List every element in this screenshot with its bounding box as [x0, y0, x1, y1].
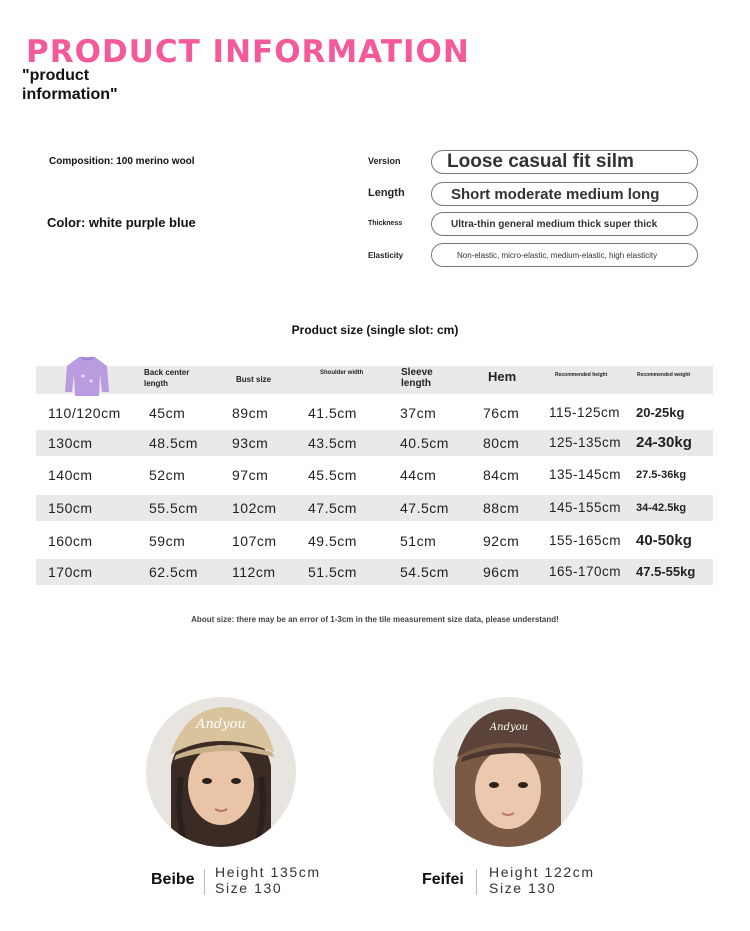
- table-cell: 59cm: [149, 533, 186, 549]
- version-label: Version: [368, 156, 401, 166]
- table-row: [36, 430, 713, 456]
- thickness-label: Thickness: [368, 220, 403, 227]
- table-cell: 80cm: [483, 435, 520, 451]
- header-sleeve-length: Sleeve length: [401, 367, 433, 389]
- length-options: Short moderate medium long: [431, 182, 698, 206]
- table-cell: 145-155cm: [549, 500, 622, 515]
- table-row: [36, 495, 713, 521]
- table-cell: 112cm: [232, 564, 276, 580]
- table-cell: 47.5cm: [308, 500, 357, 516]
- page-subtitle: "product information": [22, 67, 118, 103]
- table-cell: 96cm: [483, 564, 520, 580]
- table-cell: 43.5cm: [308, 435, 357, 451]
- cap-text: Andyou: [489, 722, 529, 733]
- table-cell: 102cm: [232, 500, 277, 516]
- table-cell: 44cm: [400, 467, 437, 483]
- table-cell: 93cm: [232, 435, 269, 451]
- table-cell: 92cm: [483, 533, 520, 549]
- composition-text: Composition: 100 merino wool: [49, 156, 195, 167]
- header-recommended-weight: Recommended weight: [637, 372, 691, 378]
- table-cell: 24-30kg: [636, 434, 692, 451]
- cap-text: Andyou: [196, 717, 246, 732]
- table-cell: 47.5-55kg: [636, 564, 696, 579]
- table-row: [36, 559, 713, 585]
- model-portrait-icon: [146, 697, 296, 847]
- table-cell: 88cm: [483, 500, 520, 516]
- header-back-center-length: Back center length: [144, 368, 190, 388]
- table-cell: 135-145cm: [549, 467, 622, 482]
- table-cell: 51cm: [400, 533, 437, 549]
- table-cell: 49.5cm: [308, 533, 357, 549]
- size-note: About size: there may be an error of 1-3cm in the tile measurement size data, please understand!: [191, 615, 559, 624]
- model-portrait-icon: [433, 697, 583, 847]
- model-height-beibe: Height 135cm: [215, 864, 321, 880]
- table-cell: 54.5cm: [400, 564, 449, 580]
- length-label: Length: [368, 187, 405, 199]
- page-title: PRODUCT INFORMATION: [26, 34, 470, 70]
- model-photo-beibe: [146, 697, 296, 847]
- thickness-options: Ultra-thin general medium thick super thick: [431, 212, 698, 236]
- table-cell: 62.5cm: [149, 564, 198, 580]
- table-row: [36, 462, 713, 488]
- table-cell: 55.5cm: [149, 500, 198, 516]
- model-divider: [204, 869, 205, 895]
- table-cell: 125-135cm: [549, 435, 622, 450]
- table-cell: 45cm: [149, 405, 186, 421]
- table-cell: 40-50kg: [636, 532, 692, 549]
- model-photo-feifei: [433, 697, 583, 847]
- table-cell: 110/120cm: [48, 405, 121, 421]
- table-cell: 76cm: [483, 405, 520, 421]
- version-options: Loose casual fit silm: [431, 150, 698, 174]
- table-cell: 140cm: [48, 467, 93, 483]
- header-recommended-height: Recommended height: [555, 372, 608, 378]
- table-cell: 27.5-36kg: [636, 469, 687, 481]
- table-cell: 160cm: [48, 533, 93, 549]
- model-name-beibe: Beibe: [151, 871, 195, 888]
- table-row: [36, 400, 713, 426]
- table-row: [36, 528, 713, 554]
- table-cell: 34-42.5kg: [636, 502, 687, 514]
- model-divider: [476, 869, 477, 895]
- table-cell: 51.5cm: [308, 564, 357, 580]
- table-cell: 40.5cm: [400, 435, 449, 451]
- elasticity-label: Elasticity: [368, 251, 404, 260]
- table-cell: 48.5cm: [149, 435, 198, 451]
- header-hem: Hem: [488, 369, 517, 384]
- table-cell: 107cm: [232, 533, 277, 549]
- table-cell: 115-125cm: [549, 405, 621, 420]
- table-cell: 41.5cm: [308, 405, 357, 421]
- table-cell: 155-165cm: [549, 533, 622, 548]
- size-table-caption: Product size (single slot: cm): [291, 323, 459, 337]
- table-cell: 20-25kg: [636, 405, 685, 420]
- table-cell: 150cm: [48, 500, 93, 516]
- table-cell: 52cm: [149, 467, 186, 483]
- model-name-feifei: Feifei: [422, 871, 464, 888]
- table-cell: 37cm: [400, 405, 437, 421]
- model-size-feifei: Size 130: [489, 880, 557, 896]
- table-cell: 47.5cm: [400, 500, 449, 516]
- model-size-beibe: Size 130: [215, 880, 283, 896]
- sweater-thumbnail-icon: [64, 352, 110, 398]
- table-cell: 130cm: [48, 435, 93, 451]
- table-cell: 84cm: [483, 467, 520, 483]
- elasticity-options: Non-elastic, micro-elastic, medium-elastic, high elasticity: [431, 243, 698, 267]
- table-cell: 45.5cm: [308, 467, 357, 483]
- model-height-feifei: Height 122cm: [489, 864, 595, 880]
- table-cell: 170cm: [48, 564, 93, 580]
- table-cell: 165-170cm: [549, 564, 622, 579]
- table-cell: 89cm: [232, 405, 269, 421]
- header-shoulder-width: Shoulder width: [320, 370, 364, 376]
- header-bust-size: Bust size: [236, 375, 272, 384]
- color-text: Color: white purple blue: [47, 215, 196, 230]
- table-cell: 97cm: [232, 467, 269, 483]
